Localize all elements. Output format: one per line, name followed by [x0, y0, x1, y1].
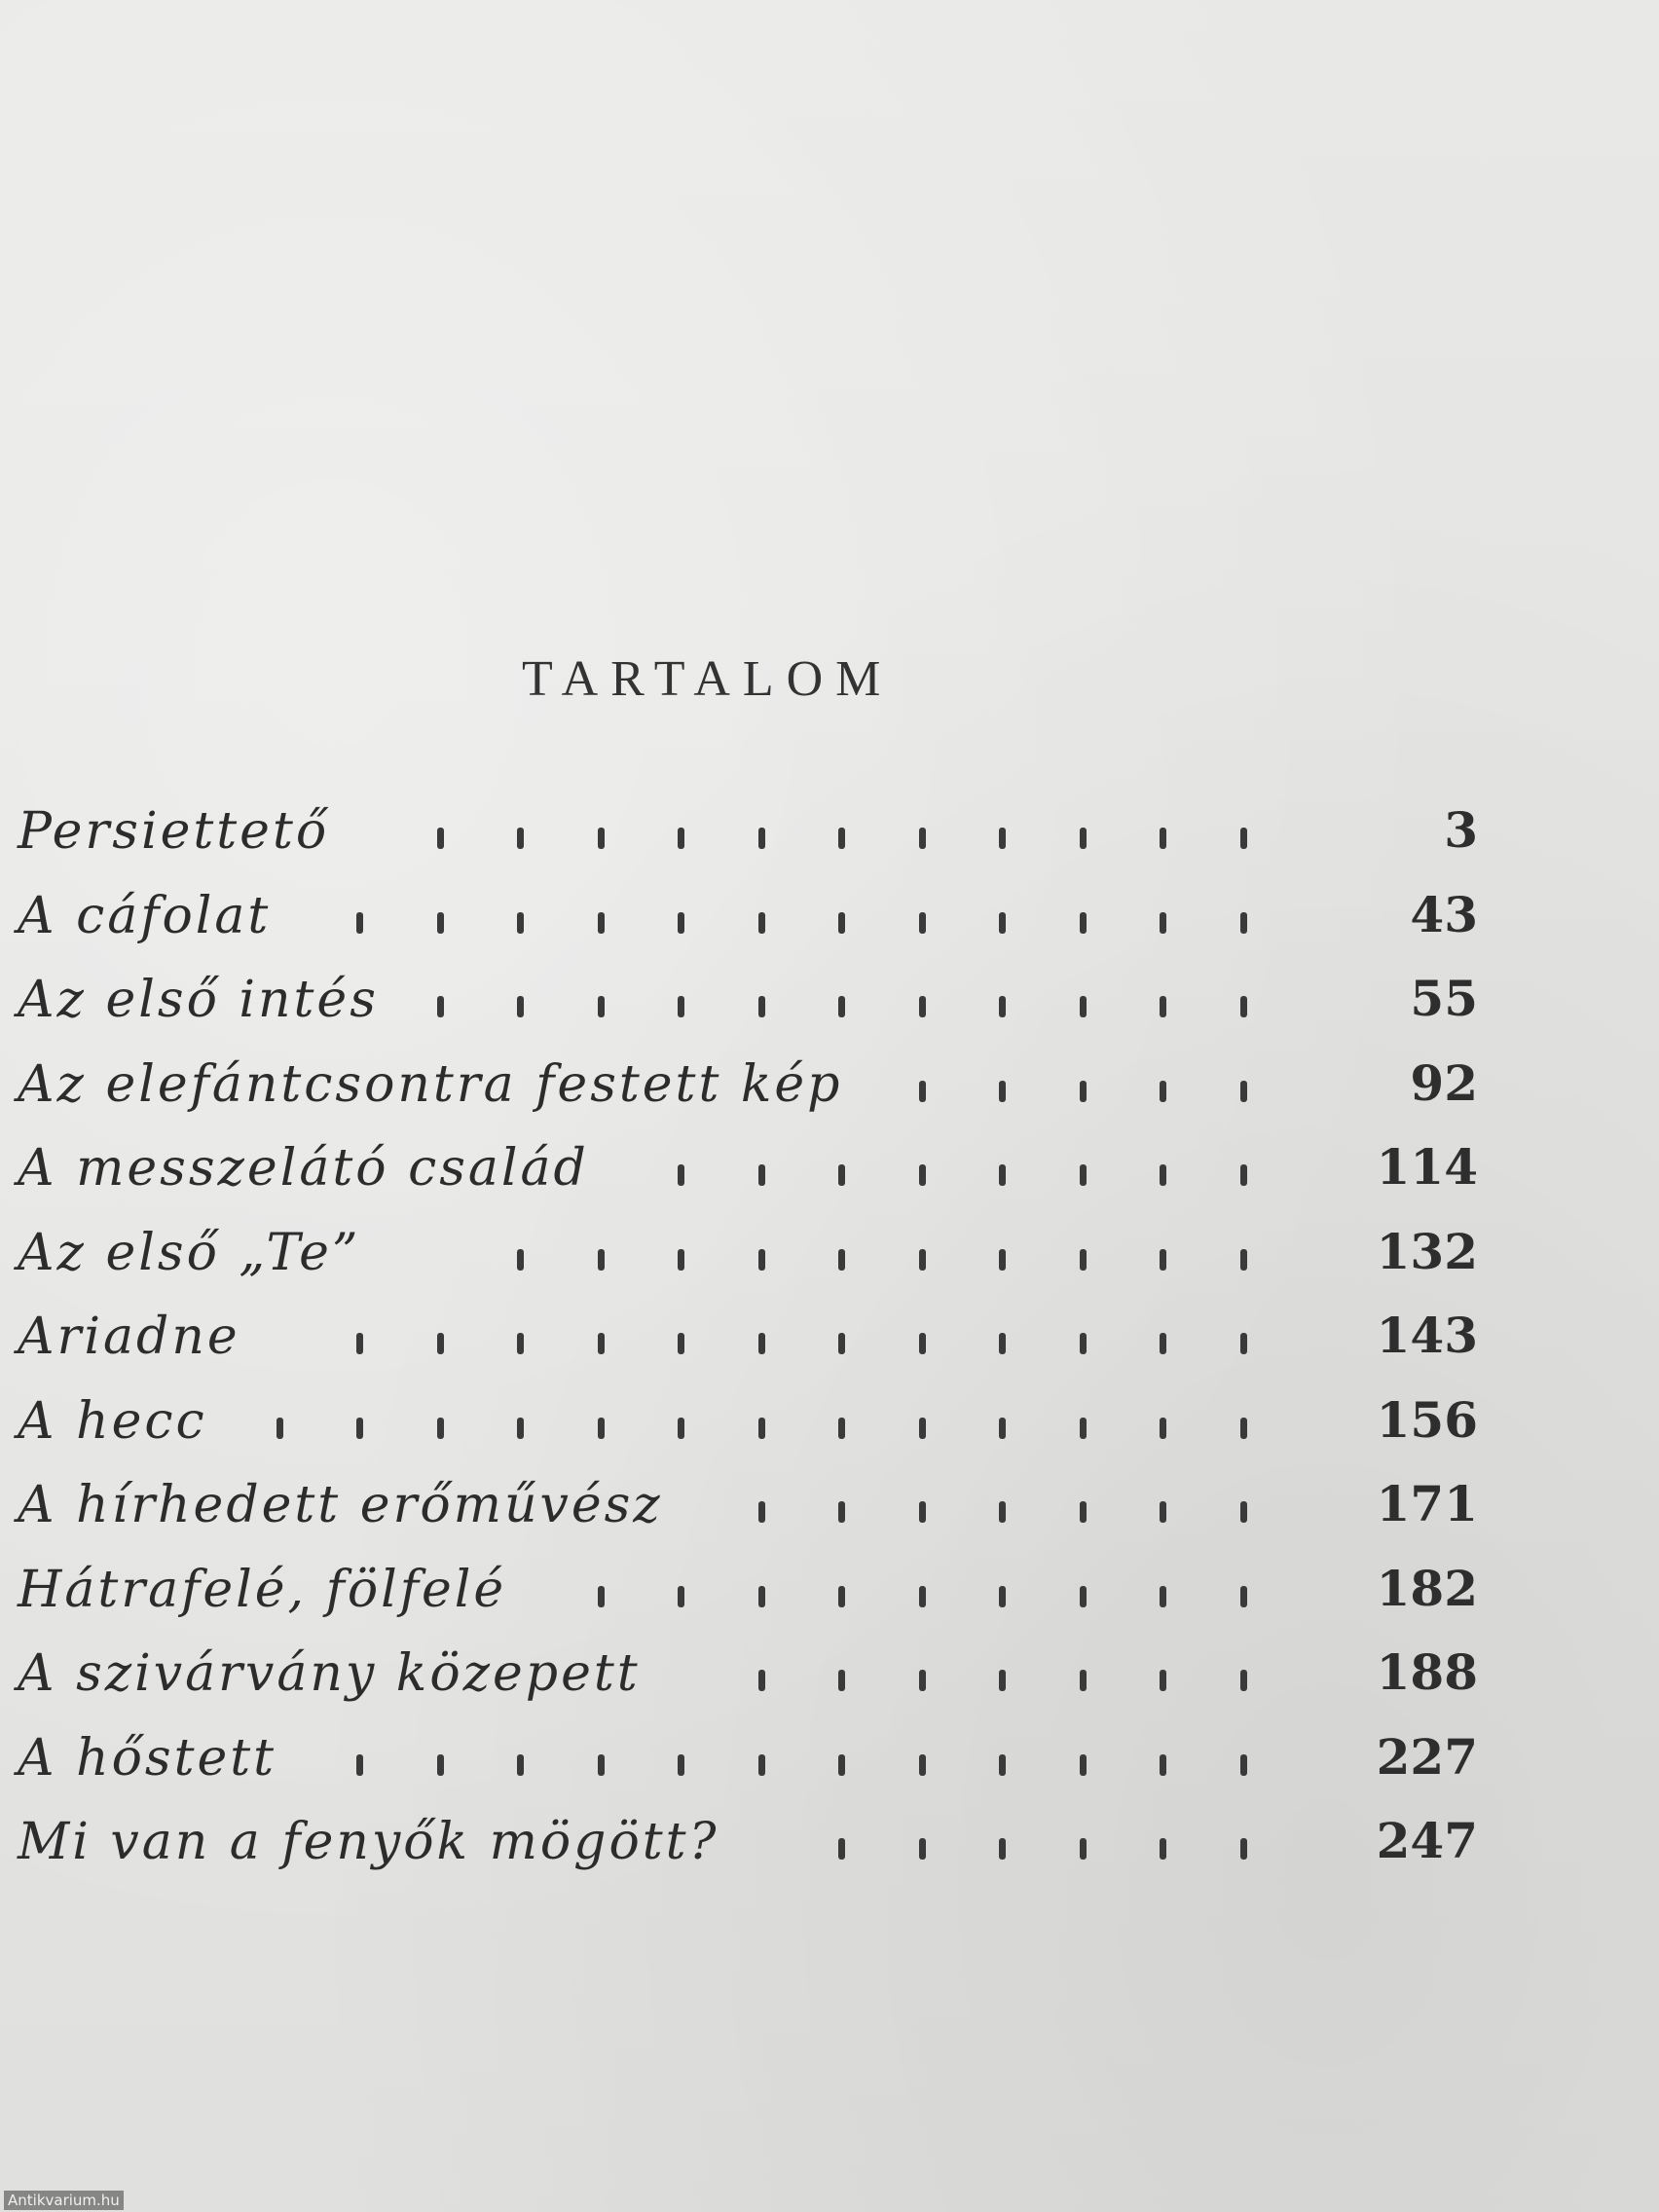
leader-dot — [561, 1580, 642, 1619]
leader-dot — [1123, 1664, 1203, 1703]
leader-dot — [1123, 1159, 1203, 1198]
leader-dot — [1043, 1749, 1124, 1788]
toc-entry-page: 182 — [1376, 1559, 1478, 1617]
page-title: TARTALOM — [522, 651, 894, 707]
leader-dot — [882, 1412, 963, 1451]
leader-dot — [641, 1749, 721, 1788]
toc-entry-title: A hőstett — [18, 1728, 277, 1788]
dot-leader — [480, 1243, 1283, 1282]
toc-entry-title: Az első „Te” — [18, 1223, 361, 1282]
leader-dot — [1203, 1412, 1284, 1451]
dot-leader — [400, 990, 1284, 1029]
leader-dot — [1123, 1832, 1203, 1871]
toc-entry-page: 114 — [1376, 1138, 1478, 1196]
toc-entry-title: A hecc — [18, 1391, 207, 1451]
dot-leader — [641, 1159, 1283, 1198]
leader-dot — [480, 1412, 561, 1451]
leader-dot — [1203, 822, 1284, 861]
toc-entry-page: 143 — [1376, 1307, 1478, 1364]
toc-entry-page: 132 — [1376, 1222, 1478, 1280]
leader-dot — [801, 1159, 882, 1198]
leader-dot — [641, 1327, 721, 1366]
leader-dot — [561, 1243, 642, 1282]
dot-leader — [882, 1075, 1284, 1114]
toc-entry — [18, 1727, 1478, 1818]
leader-dot — [801, 906, 882, 945]
toc-entry-title: Ariadne — [18, 1308, 240, 1366]
leader-dot — [721, 990, 802, 1029]
toc-entry-title: Mi van a fenyők mögött? — [18, 1813, 719, 1871]
leader-dot — [561, 1749, 642, 1788]
dot-leader — [721, 1495, 1284, 1534]
leader-dot — [561, 822, 642, 861]
leader-dot — [240, 1412, 320, 1451]
leader-dot — [1123, 1749, 1203, 1788]
leader-dot — [882, 1075, 963, 1114]
toc-entry-page: 55 — [1410, 970, 1478, 1027]
leader-dot — [1203, 1243, 1284, 1282]
toc-entry — [18, 1812, 1478, 1901]
leader-dot — [480, 1243, 561, 1282]
toc-entry — [18, 1390, 1478, 1481]
leader-dot — [882, 1159, 963, 1198]
leader-dot — [1203, 1664, 1284, 1703]
leader-dot — [1043, 1580, 1124, 1619]
toc-entry — [18, 1643, 1478, 1733]
toc-entry — [18, 1559, 1478, 1649]
dot-leader — [400, 822, 1284, 861]
leader-dot — [1203, 1159, 1284, 1198]
toc-entry-title: A szivárvány közepett — [18, 1644, 641, 1703]
leader-dot — [962, 1664, 1043, 1703]
dot-leader — [319, 1749, 1283, 1788]
leader-dot — [801, 1664, 882, 1703]
leader-dot — [801, 1243, 882, 1282]
leader-dot — [480, 1327, 561, 1366]
toc-entry — [18, 885, 1478, 976]
leader-dot — [721, 822, 802, 861]
leader-dot — [962, 822, 1043, 861]
leader-dot — [319, 1327, 400, 1366]
toc-entry-title: A cáfolat — [18, 886, 272, 945]
leader-dot — [319, 906, 400, 945]
leader-dot — [1203, 1327, 1284, 1366]
leader-dot — [561, 1327, 642, 1366]
leader-dot — [882, 906, 963, 945]
leader-dot — [400, 990, 481, 1029]
leader-dot — [1043, 1159, 1124, 1198]
leader-dot — [882, 1243, 963, 1282]
leader-dot — [962, 1159, 1043, 1198]
leader-dot — [1203, 1495, 1284, 1534]
leader-dot — [1043, 990, 1124, 1029]
leader-dot — [319, 1412, 400, 1451]
toc-entry — [18, 1475, 1478, 1565]
leader-dot — [1043, 1664, 1124, 1703]
leader-dot — [400, 906, 481, 945]
leader-dot — [561, 990, 642, 1029]
leader-dot — [1043, 1412, 1124, 1451]
watermark: Antikvarium.hu — [4, 2191, 124, 2210]
leader-dot — [962, 1495, 1043, 1534]
leader-dot — [641, 906, 721, 945]
leader-dot — [801, 1412, 882, 1451]
leader-dot — [1203, 1832, 1284, 1871]
leader-dot — [962, 906, 1043, 945]
leader-dot — [561, 906, 642, 945]
toc-entry-title: Persiettető — [18, 802, 330, 861]
leader-dot — [882, 1495, 963, 1534]
leader-dot — [641, 1159, 721, 1198]
leader-dot — [801, 1749, 882, 1788]
leader-dot — [400, 1327, 481, 1366]
dot-leader — [319, 906, 1283, 945]
toc-entry — [18, 1307, 1478, 1396]
leader-dot — [1043, 1495, 1124, 1534]
leader-dot — [480, 1749, 561, 1788]
toc-entry — [18, 1138, 1478, 1228]
leader-dot — [962, 990, 1043, 1029]
leader-dot — [721, 1412, 802, 1451]
leader-dot — [962, 1327, 1043, 1366]
leader-dot — [1203, 1580, 1284, 1619]
toc-entry-page: 227 — [1376, 1727, 1478, 1786]
toc-entry — [18, 1222, 1478, 1312]
leader-dot — [962, 1412, 1043, 1451]
leader-dot — [400, 822, 481, 861]
toc-entry-page: 247 — [1376, 1812, 1478, 1869]
leader-dot — [1123, 1243, 1203, 1282]
toc-entry-page: 171 — [1376, 1475, 1478, 1532]
leader-dot — [801, 990, 882, 1029]
leader-dot — [801, 1495, 882, 1534]
leader-dot — [1203, 906, 1284, 945]
leader-dot — [882, 1327, 963, 1366]
leader-dot — [882, 1749, 963, 1788]
leader-dot — [1123, 1075, 1203, 1114]
leader-dot — [721, 1243, 802, 1282]
leader-dot — [1043, 906, 1124, 945]
leader-dot — [641, 1580, 721, 1619]
leader-dot — [962, 1243, 1043, 1282]
leader-dot — [721, 1749, 802, 1788]
leader-dot — [480, 990, 561, 1029]
leader-dot — [1123, 990, 1203, 1029]
toc-entry-page: 3 — [1444, 801, 1478, 859]
dot-leader — [319, 1327, 1283, 1366]
leader-dot — [962, 1749, 1043, 1788]
leader-dot — [1043, 1832, 1124, 1871]
leader-dot — [721, 1327, 802, 1366]
leader-dot — [1123, 906, 1203, 945]
leader-dot — [400, 1412, 481, 1451]
leader-dot — [882, 822, 963, 861]
leader-dot — [641, 822, 721, 861]
leader-dot — [561, 1412, 642, 1451]
dot-leader — [561, 1580, 1284, 1619]
leader-dot — [641, 1243, 721, 1282]
leader-dot — [721, 1664, 802, 1703]
leader-dot — [721, 906, 802, 945]
leader-dot — [400, 1749, 481, 1788]
leader-dot — [721, 1580, 802, 1619]
toc-entry-title: A messzelátó család — [18, 1139, 589, 1198]
toc-entry-title: Az elefántcsontra festett kép — [18, 1054, 843, 1114]
leader-dot — [1203, 990, 1284, 1029]
leader-dot — [319, 1749, 400, 1788]
leader-dot — [962, 1580, 1043, 1619]
toc-entry-title: Az első intés — [18, 971, 379, 1029]
leader-dot — [801, 1580, 882, 1619]
leader-dot — [1043, 1243, 1124, 1282]
leader-dot — [962, 1832, 1043, 1871]
leader-dot — [1043, 1327, 1124, 1366]
leader-dot — [480, 906, 561, 945]
toc-entry — [18, 970, 1478, 1059]
leader-dot — [721, 1159, 802, 1198]
leader-dot — [1123, 1495, 1203, 1534]
leader-dot — [801, 1832, 882, 1871]
leader-dot — [882, 1832, 963, 1871]
toc-list — [18, 801, 1478, 1901]
leader-dot — [801, 822, 882, 861]
toc-entry — [18, 1053, 1478, 1144]
leader-dot — [721, 1495, 802, 1534]
leader-dot — [882, 990, 963, 1029]
leader-dot — [1043, 822, 1124, 861]
leader-dot — [641, 990, 721, 1029]
toc-entry-title: Hátrafelé, fölfelé — [18, 1560, 507, 1619]
leader-dot — [1123, 1412, 1203, 1451]
toc-entry-page: 188 — [1376, 1643, 1478, 1701]
dot-leader — [721, 1664, 1284, 1703]
leader-dot — [1203, 1075, 1284, 1114]
leader-dot — [882, 1580, 963, 1619]
leader-dot — [1123, 1327, 1203, 1366]
dot-leader — [240, 1412, 1284, 1451]
leader-dot — [1203, 1749, 1284, 1788]
dot-leader — [801, 1832, 1283, 1871]
leader-dot — [480, 822, 561, 861]
leader-dot — [801, 1327, 882, 1366]
leader-dot — [962, 1075, 1043, 1114]
leader-dot — [1123, 822, 1203, 861]
leader-dot — [1043, 1075, 1124, 1114]
toc-entry-title: A hírhedett erőművész — [18, 1476, 663, 1534]
leader-dot — [882, 1664, 963, 1703]
toc-entry-page: 92 — [1410, 1053, 1478, 1112]
toc-entry-page: 156 — [1376, 1390, 1478, 1449]
toc-entry — [18, 801, 1478, 891]
toc-entry-page: 43 — [1410, 885, 1478, 943]
leader-dot — [1123, 1580, 1203, 1619]
leader-dot — [641, 1412, 721, 1451]
